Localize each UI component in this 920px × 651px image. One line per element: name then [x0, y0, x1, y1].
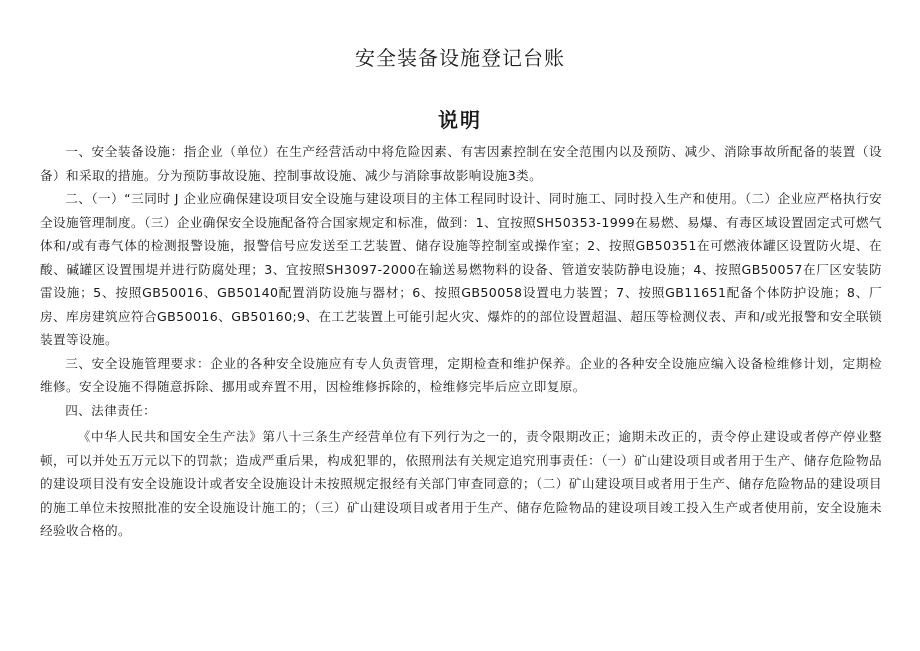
paragraph-management: 三、安全设施管理要求：企业的各种安全设施应有专人负责管理，定期检查和维护保养。企业的各种安全设施应编入设备检维修计划，定期检维修。安全设施不得随意拆除、挪用或弃置不用，因检维修拆除的，检维修完毕后应立即复原。	[40, 355, 882, 394]
document-body	[40, 140, 882, 543]
paragraph-requirements: 二、（一）“三同时 J 企业应确保建设项目安全设施与建设项目的主体工程同时设计、同时施工、同时投入生产和使用。（二）企业应严格执行安全设施管理制度。（三）企业确保安全设施配备符合国家规定和标准，做到：1、宜按照SH50353-1999在易燃、易爆、有毒区域设置固定式可燃气体和/或有毒气体的检测报警设施，报警信号应发送至工艺装置、储存设施等控制室或操作室；2、按照GB50351在可燃液体罐区设置防火堤、在酸、碱罐区设置围堤并进行防腐处理；3、宜按照SH3097-2000在输送易燃物料的设备、管道安装防静电设施；4、按照GB50057在厂区安装防雷设施；5、按照GB50016、GB50140配置消防设施与器材；6、按照GB50058设置电力装置；7、按照GB11651配备个体防护设施；8、厂房、库房建筑应符合GB50016、GB50160;9、在工艺装置上可能引起火灾、爆炸的的部位设置超温、超压等检测仪表、声和/或光报警和安全联锁装置等设施。	[40, 191, 882, 347]
document-title: 安全装备设施登记台账	[355, 46, 565, 70]
paragraph-legal-heading: 四、法律责任：	[65, 402, 157, 418]
paragraph-legal-text: 《中华人民共和国安全生产法》第八十三条生产经营单位有下列行为之一的，责令限期改正；逾期未改正的，责令停止建设或者停产停业整顿，可以并处五万元以下的罚款；造成严重后果，构成犯罪的，依照刑法有关规定追究刑事责任：（一）矿山建设项目或者用于生产、储存危险物品的建设项目没有安全设施设计或者安全设施设计未按照规定报经有关部门审查同意的；（二）矿山建设项目或者用于生产、储存危险物品的建设项目的施工单位未按照批准的安全设施设计施工的；（三）矿山建设项目或者用于生产、储存危险物品的建设项目竣工投入生产或者使用前，安全设施未经验收合格的。	[40, 429, 882, 538]
section-heading: 说明	[438, 108, 482, 132]
paragraph-definition: 一、安全装备设施：指企业（单位）在生产经营活动中将危险因素、有害因素控制在安全范围内以及预防、减少、消除事故所配备的装置（设备）和采取的措施。分为预防事故设施、控制事故设施、减少与消除事故影响设施3类。	[40, 144, 882, 183]
